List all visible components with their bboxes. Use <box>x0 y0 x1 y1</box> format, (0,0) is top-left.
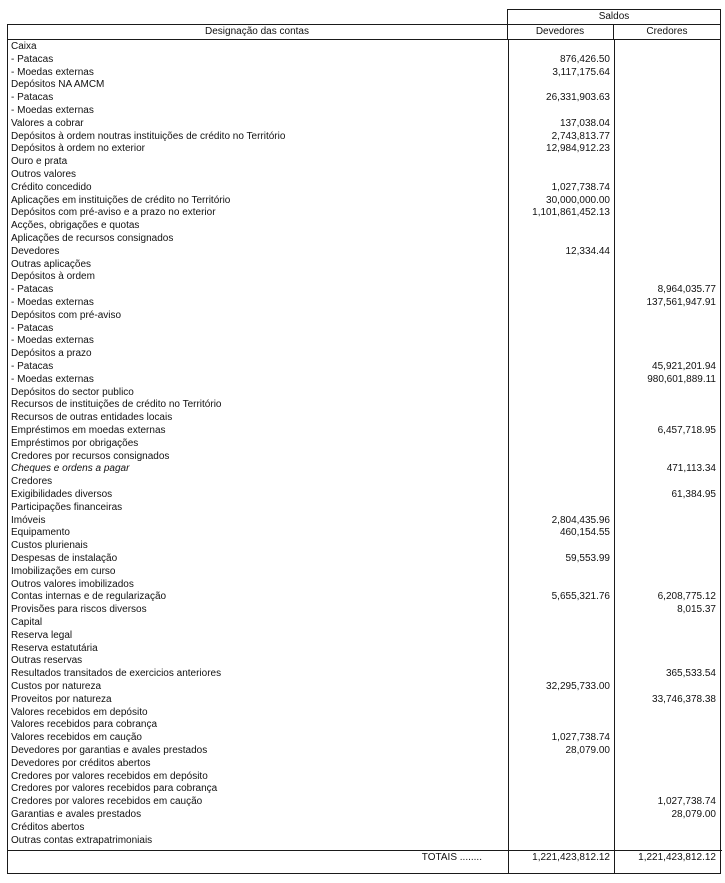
account-label: Contas internas e de regularização <box>11 591 167 603</box>
account-label: - Patacas <box>11 53 54 65</box>
account-label: - Moedas externas <box>11 297 94 308</box>
table-row <box>8 438 722 451</box>
totals-row <box>8 850 722 865</box>
account-label: - Moedas externas <box>11 105 94 116</box>
table-row <box>8 527 722 540</box>
account-label: Provisões para riscos diversos <box>11 604 147 616</box>
table-row <box>8 476 722 489</box>
table-row <box>8 668 722 681</box>
table-row <box>8 463 722 476</box>
account-label: Exigibilidades diversos <box>11 489 113 500</box>
credit-value: 8,964,035.77 <box>657 284 716 296</box>
account-label: - Patacas <box>11 361 54 372</box>
account-label: Capital <box>11 617 43 628</box>
account-label: Valores a cobrar <box>11 117 84 129</box>
account-label: Valores recebidos em depósito <box>11 706 148 718</box>
table-row <box>8 591 722 604</box>
account-label: Valores recebidos para cobrança <box>11 719 158 731</box>
table-row <box>8 182 722 195</box>
debit-value: 28,079.00 <box>565 745 610 756</box>
table-row <box>8 220 722 233</box>
table-row <box>8 54 722 67</box>
table-row <box>8 425 722 438</box>
credit-value: 6,457,718.95 <box>657 425 716 436</box>
debit-column-header: Devedores <box>535 26 585 37</box>
table-row <box>8 835 722 848</box>
debit-value: 876,426.50 <box>559 53 610 65</box>
table-row <box>8 41 722 54</box>
account-label: - Patacas <box>11 284 54 296</box>
table-row <box>8 118 722 131</box>
totals-credit-value: 1,221,423,812.12 <box>638 852 716 864</box>
account-label: Garantias e avales prestados <box>11 809 142 820</box>
account-label: Depósitos com pré-aviso <box>11 309 122 321</box>
table-row <box>8 297 722 310</box>
table-row <box>8 105 722 118</box>
debit-value: 1,027,738.74 <box>551 732 610 744</box>
table-row <box>8 655 722 668</box>
table-row <box>8 630 722 643</box>
table-row <box>8 566 722 579</box>
table-row <box>8 67 722 80</box>
table-header <box>7 9 721 40</box>
account-label: Credores por valores recebidos em depósito <box>11 770 208 782</box>
designation-column-header: Designação das contas <box>205 26 309 37</box>
account-label: Outras contas extrapatrimoniais <box>11 834 153 846</box>
account-label: Depósitos com pré-aviso e a prazo no exterior <box>11 207 216 219</box>
table-row <box>8 796 722 809</box>
account-label: Outras reservas <box>11 655 83 667</box>
table-row <box>8 758 722 771</box>
account-label: - Moedas externas <box>11 335 94 347</box>
table-row <box>8 233 722 246</box>
table-row <box>8 79 722 92</box>
account-label: Credores por valores recebidos para cobrança <box>11 783 218 795</box>
account-label: Devedores por créditos abertos <box>11 757 151 769</box>
account-label: Reserva legal <box>11 629 73 641</box>
account-label: Proveitos por natureza <box>11 693 112 705</box>
account-label: - Moedas externas <box>11 373 94 385</box>
table-row <box>8 143 722 156</box>
credit-value: 1,027,738.74 <box>657 796 716 808</box>
account-label: Recursos de instituições de crédito no Território <box>11 399 222 411</box>
credit-value: 28,079.00 <box>671 809 716 820</box>
account-label: Outras aplicações <box>11 258 92 270</box>
totals-label: TOTAIS ........ <box>421 852 482 864</box>
table-row <box>8 374 722 387</box>
table-row <box>8 399 722 412</box>
account-label: Aplicações de recursos consignados <box>11 233 174 244</box>
saldos-group-label: Saldos <box>598 11 630 22</box>
account-label: Créditos abertos <box>11 821 85 833</box>
account-label: Depósitos à ordem <box>11 271 95 283</box>
account-label: Imobilizações em curso <box>11 565 116 577</box>
account-label: Participações financeiras <box>11 501 123 513</box>
debit-value: 137,038.04 <box>559 117 610 129</box>
credit-value: 471,113.34 <box>666 463 716 475</box>
table-row <box>8 361 722 374</box>
account-label: Outros valores imobilizados <box>11 578 134 590</box>
credit-value: 33,746,378.38 <box>652 693 716 705</box>
account-label: Reserva estatutária <box>11 642 98 654</box>
debit-value: 5,655,321.76 <box>551 591 610 603</box>
account-label: Ouro e prata <box>11 156 68 168</box>
account-label: Credores por recursos consignados <box>11 450 170 462</box>
credit-column-header: Credores <box>646 26 688 37</box>
account-label: Recursos de outras entidades locais <box>11 412 173 424</box>
table-row <box>8 284 722 297</box>
table-row <box>8 451 722 464</box>
table-row <box>8 412 722 425</box>
table-row <box>8 131 722 144</box>
account-label: Custos plurienais <box>11 540 88 552</box>
table-row <box>8 271 722 284</box>
totals-debit-value: 1,221,423,812.12 <box>532 852 610 864</box>
account-label: - Patacas <box>11 322 54 334</box>
credit-value: 365,533.54 <box>665 668 716 680</box>
debit-value: 2,743,813.77 <box>551 130 610 142</box>
table-row <box>8 515 722 528</box>
credit-value: 137,561,947.91 <box>646 297 716 308</box>
table-row <box>8 694 722 707</box>
table-row <box>8 246 722 259</box>
account-label: - Moedas externas <box>11 66 94 78</box>
debit-value: 3,117,175.64 <box>552 66 610 78</box>
table-row <box>8 681 722 694</box>
table-row <box>8 643 722 656</box>
account-label: Acções, obrigações e quotas <box>11 220 140 232</box>
debit-value: 1,027,738.74 <box>551 181 610 193</box>
account-label: Custos por natureza <box>11 681 102 692</box>
account-label: Empréstimos por obrigações <box>11 437 139 449</box>
table-row <box>8 553 722 566</box>
table-row <box>8 207 722 220</box>
balance-sheet <box>7 9 721 874</box>
table-row <box>8 604 722 617</box>
credit-value: 8,015.37 <box>677 604 716 616</box>
debit-value: 30,000,000.00 <box>546 194 610 206</box>
account-label: Depósitos à ordem noutras instituições de crédito no Território <box>11 130 286 142</box>
table-row <box>8 771 722 784</box>
table-row <box>8 156 722 169</box>
credit-value: 45,921,201.94 <box>652 361 716 372</box>
account-label: Empréstimos em moedas externas <box>11 425 166 436</box>
account-label: Aplicações em instituições de crédito no Território <box>11 194 231 206</box>
debit-value: 32,295,733.00 <box>546 681 610 692</box>
table-row <box>8 502 722 515</box>
table-row <box>8 783 722 796</box>
table-row <box>8 579 722 592</box>
table-row <box>8 259 722 272</box>
table-row <box>8 732 722 745</box>
account-label: Depósitos do sector publico <box>11 386 134 398</box>
account-label: Depósitos a prazo <box>11 348 92 360</box>
account-label: - Patacas <box>11 92 54 104</box>
account-label: Depósitos NA AMCM <box>11 79 105 91</box>
table-row <box>8 92 722 105</box>
account-label: Credores por valores recebidos em caução <box>11 796 203 808</box>
table-row <box>8 335 722 348</box>
debit-value: 12,334.44 <box>565 245 610 257</box>
table-row <box>8 489 722 502</box>
account-label: Crédito concedido <box>11 181 92 193</box>
credit-value: 980,601,889.11 <box>647 373 716 385</box>
table-row <box>8 745 722 758</box>
account-label: Devedores por garantias e avales prestados <box>11 745 208 756</box>
account-label: Equipamento <box>11 527 70 539</box>
table-row <box>8 323 722 336</box>
table-row <box>8 310 722 323</box>
table-row <box>8 387 722 400</box>
account-label: Despesas de instalação <box>11 553 118 564</box>
account-label: Valores recebidos em caução <box>11 732 142 744</box>
debit-value: 12,984,912.23 <box>546 143 610 155</box>
accounts-table-body <box>7 40 721 874</box>
debit-value: 1,101,861,452.13 <box>532 207 610 219</box>
account-label: Imóveis <box>11 514 46 526</box>
account-label: Depósitos à ordem no exterior <box>11 143 145 155</box>
account-label: Cheques e ordens a pagar <box>11 463 130 475</box>
table-row <box>8 195 722 208</box>
debit-value: 59,553.99 <box>565 553 610 564</box>
credit-value: 61,384.95 <box>671 489 716 500</box>
table-row <box>8 707 722 720</box>
account-label: Devedores <box>11 245 60 257</box>
account-label: Credores <box>11 476 53 488</box>
table-row <box>8 540 722 553</box>
table-row <box>8 169 722 182</box>
table-row <box>8 822 722 835</box>
debit-value: 26,331,903.63 <box>546 92 610 104</box>
debit-value: 460,154.55 <box>559 527 610 539</box>
account-label: Resultados transitados de exercicios anteriores <box>11 668 222 680</box>
account-label: Caixa <box>11 41 37 52</box>
table-row <box>8 809 722 822</box>
table-row <box>8 617 722 630</box>
debit-value: 2,804,435.96 <box>551 514 610 526</box>
credit-value: 6,208,775.12 <box>657 591 716 603</box>
table-row <box>8 719 722 732</box>
table-row <box>8 348 722 361</box>
account-label: Outros valores <box>11 169 77 180</box>
